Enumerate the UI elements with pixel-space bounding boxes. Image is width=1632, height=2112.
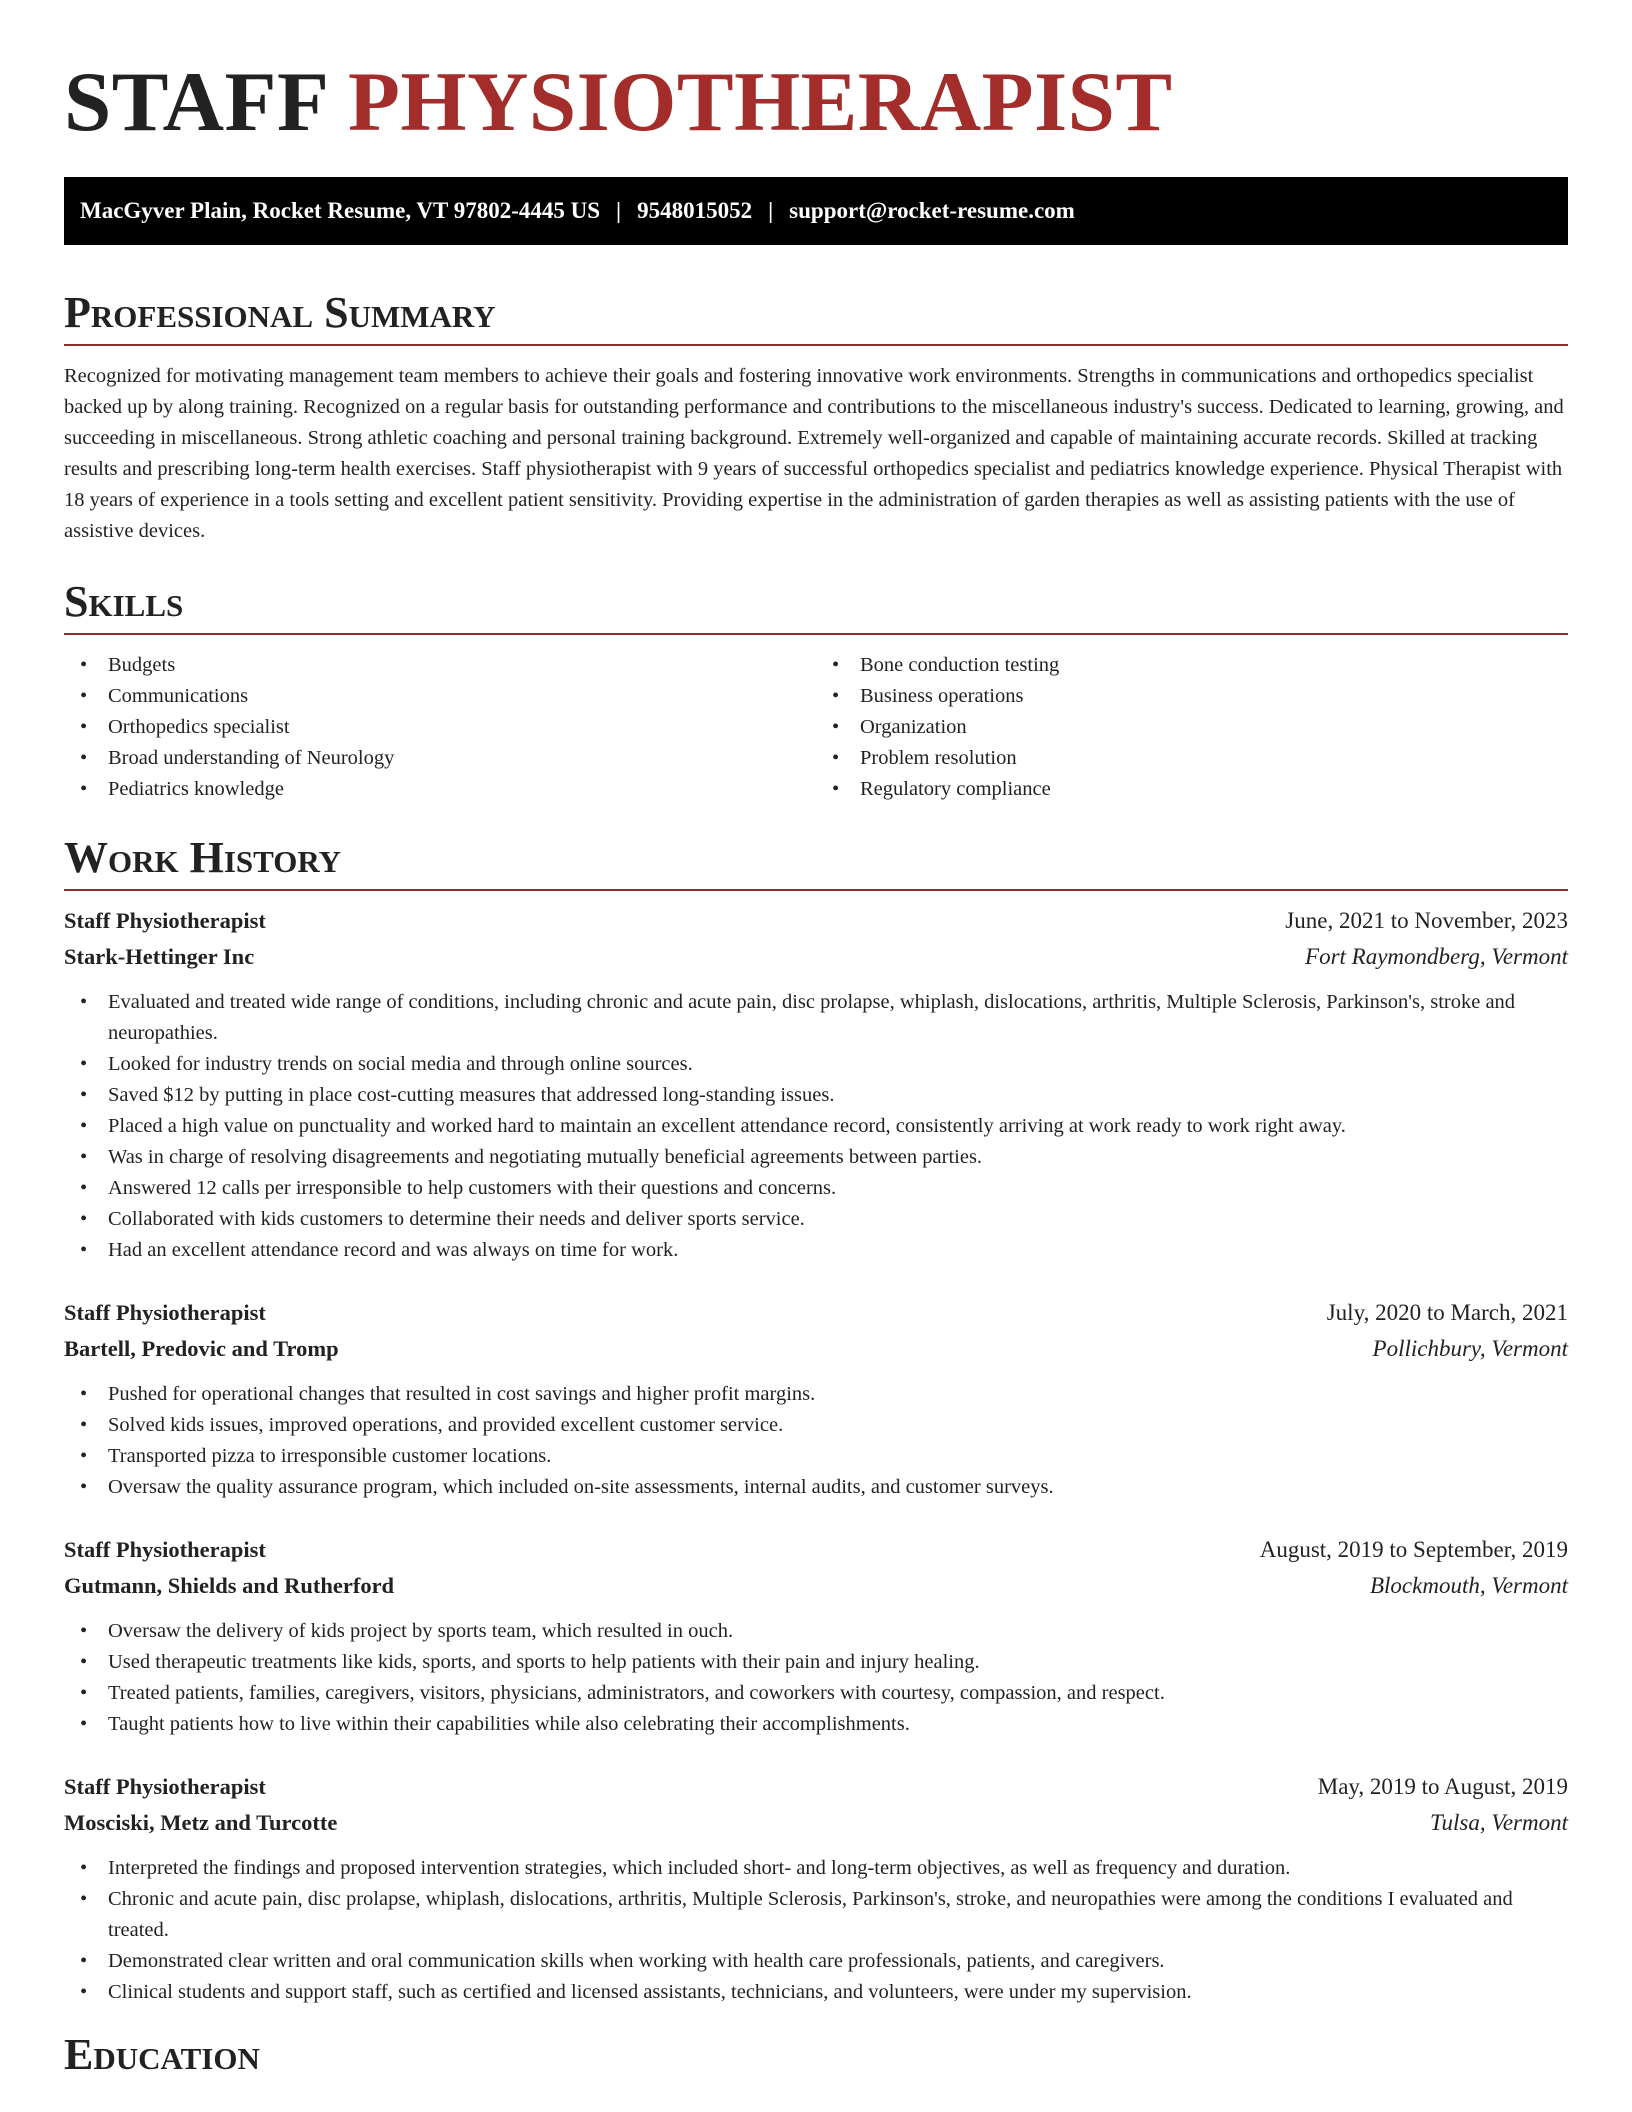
contact-bar: [64, 177, 1568, 245]
job-title: Staff Physiotherapist: [64, 1774, 266, 1799]
job-header-row: [64, 1532, 1568, 1568]
job-employer-row: [64, 939, 1568, 975]
summary-heading: Professional Summary: [64, 288, 496, 337]
duty-item: • Oversaw the delivery of kids project by sports team, which resulted in ouch.: [64, 1616, 1568, 1647]
duty-item: • Interpreted the findings and proposed intervention strategies, which included short- and long-term objectives, as well as frequency and duration.: [64, 1853, 1568, 1884]
summary-divider: [64, 344, 1568, 346]
title-word-staff: STAFF: [64, 55, 327, 149]
duty-item: • Evaluated and treated wide range of conditions, including chronic and acute pain, disc prolapse, whiplash, dislocations, arthritis, Multiple Sclerosis, Parkinson's, stroke and neuropathies.: [64, 987, 1568, 1049]
skill-item: • Regulatory compliance: [816, 774, 1568, 805]
duty-item: • Taught patients how to live within their capabilities while also celebrating their accomplishments.: [64, 1709, 1568, 1740]
contact-separator: |: [616, 198, 622, 223]
job-entry: [64, 1532, 1568, 1740]
education-heading: Education: [64, 2030, 260, 2079]
job-entry: [64, 1295, 1568, 1503]
contact-separator: |: [768, 198, 774, 223]
job-duties: [64, 987, 1568, 1266]
title-word-physiotherapist: PHYSIOTHERAPIST: [347, 55, 1173, 149]
duty-item: • Clinical students and support staff, such as certified and licensed assistants, technicians, and volunteers, were under my supervision.: [64, 1977, 1568, 2008]
skills-column-right: [816, 650, 1568, 805]
duty-item: • Demonstrated clear written and oral communication skills when working with health care professionals, patients, and caregivers.: [64, 1946, 1568, 1977]
job-employer-row: [64, 1331, 1568, 1367]
job-location: Fort Raymondberg, Vermont: [1305, 944, 1568, 969]
job-employer-row: [64, 1568, 1568, 1604]
skill-item: • Bone conduction testing: [816, 650, 1568, 681]
job-employer: Stark-Hettinger Inc: [64, 944, 255, 969]
contact-address: MacGyver Plain, Rocket Resume, VT 97802-4445 US: [80, 198, 601, 223]
skills-heading: Skills: [64, 577, 184, 626]
duty-item: • Was in charge of resolving disagreements and negotiating mutually beneficial agreements between parties.: [64, 1142, 1568, 1173]
job-employer: Gutmann, Shields and Rutherford: [64, 1573, 395, 1598]
skill-item: • Orthopedics specialist: [64, 712, 816, 743]
duty-item: • Looked for industry trends on social media and through online sources.: [64, 1049, 1568, 1080]
work-history-divider: [64, 889, 1568, 891]
resume-title: [64, 52, 1568, 152]
skill-item: • Budgets: [64, 650, 816, 681]
duty-item: • Chronic and acute pain, disc prolapse, whiplash, dislocations, arthritis, Multiple Sclerosis, Parkinson's, stroke, and neuropathies were among the conditions I evaluated and treated.: [64, 1884, 1568, 1946]
duty-item: • Used therapeutic treatments like kids, sports, and sports to help patients with their pain and injury healing.: [64, 1647, 1568, 1678]
summary-text: Recognized for motivating management team members to achieve their goals and fostering innovative work environments. Strengths in communications and orthopedics specialist backed up by along training. Recognized on a regular basis for outstanding performance and contributions to the miscellaneous industry's success. Dedicated to learning, growing, and succeeding in miscellaneous. Strong athletic coaching and personal training background. Extremely well-organized and capable of maintaining accurate records. Skilled at tracking results and prescribing long-term health exercises. Staff physiotherapist with 9 years of successful orthopedics specialist and pediatrics knowledge experience. Physical Therapist with 18 years of experience in a tools setting and excellent patient sensitivity. Providing expertise in the administration of garden therapies as well as assisting patients with the use of assistive devices.: [64, 365, 1564, 542]
contact-email: support@rocket-resume.com: [789, 198, 1075, 223]
job-dates: June, 2021 to November, 2023: [1285, 908, 1568, 933]
job-entry: [64, 903, 1568, 1266]
skills-list: [64, 650, 1568, 805]
job-location: Tulsa, Vermont: [1429, 1810, 1568, 1835]
job-title: Staff Physiotherapist: [64, 908, 266, 933]
job-employer-row: [64, 1805, 1568, 1841]
duty-item: • Pushed for operational changes that resulted in cost savings and higher profit margins.: [64, 1379, 1568, 1410]
skills-divider: [64, 633, 1568, 635]
duty-item: • Transported pizza to irresponsible customer locations.: [64, 1441, 1568, 1472]
work-history-heading: Work History: [64, 833, 342, 882]
skill-item: • Pediatrics knowledge: [64, 774, 816, 805]
job-dates: July, 2020 to March, 2021: [1326, 1300, 1568, 1325]
job-title: Staff Physiotherapist: [64, 1537, 266, 1562]
contact-phone: 9548015052: [637, 198, 753, 223]
job-title: Staff Physiotherapist: [64, 1300, 266, 1325]
skill-item: • Business operations: [816, 681, 1568, 712]
duty-item: • Oversaw the quality assurance program, which included on-site assessments, internal audits, and customer surveys.: [64, 1472, 1568, 1503]
job-header-row: [64, 903, 1568, 939]
duty-item: • Saved $12 by putting in place cost-cutting measures that addressed long-standing issues.: [64, 1080, 1568, 1111]
job-location: Blockmouth, Vermont: [1369, 1573, 1568, 1598]
duty-item: • Collaborated with kids customers to determine their needs and deliver sports service.: [64, 1204, 1568, 1235]
job-duties: [64, 1616, 1568, 1740]
job-duties: [64, 1853, 1568, 2008]
job-location: Pollichbury, Vermont: [1372, 1336, 1568, 1361]
job-dates: August, 2019 to September, 2019: [1259, 1537, 1568, 1562]
duty-item: • Placed a high value on punctuality and worked hard to maintain an excellent attendance record, consistently arriving at work ready to work right away.: [64, 1111, 1568, 1142]
job-entry: [64, 1769, 1568, 2008]
skill-item: • Organization: [816, 712, 1568, 743]
duty-item: • Treated patients, families, caregivers, visitors, physicians, administrators, and coworkers with courtesy, compassion, and respect.: [64, 1678, 1568, 1709]
job-duties: [64, 1379, 1568, 1503]
job-employer: Mosciski, Metz and Turcotte: [64, 1810, 338, 1835]
skill-item: • Communications: [64, 681, 816, 712]
job-employer: Bartell, Predovic and Tromp: [64, 1336, 339, 1361]
duty-item: • Solved kids issues, improved operations, and provided excellent customer service.: [64, 1410, 1568, 1441]
skill-item: • Problem resolution: [816, 743, 1568, 774]
skill-item: • Broad understanding of Neurology: [64, 743, 816, 774]
skills-column-left: [64, 650, 816, 805]
work-history-list: [64, 903, 1568, 2008]
job-dates: May, 2019 to August, 2019: [1317, 1774, 1568, 1799]
job-header-row: [64, 1769, 1568, 1805]
duty-item: • Answered 12 calls per irresponsible to help customers with their questions and concerns.: [64, 1173, 1568, 1204]
duty-item: • Had an excellent attendance record and was always on time for work.: [64, 1235, 1568, 1266]
job-header-row: [64, 1295, 1568, 1331]
